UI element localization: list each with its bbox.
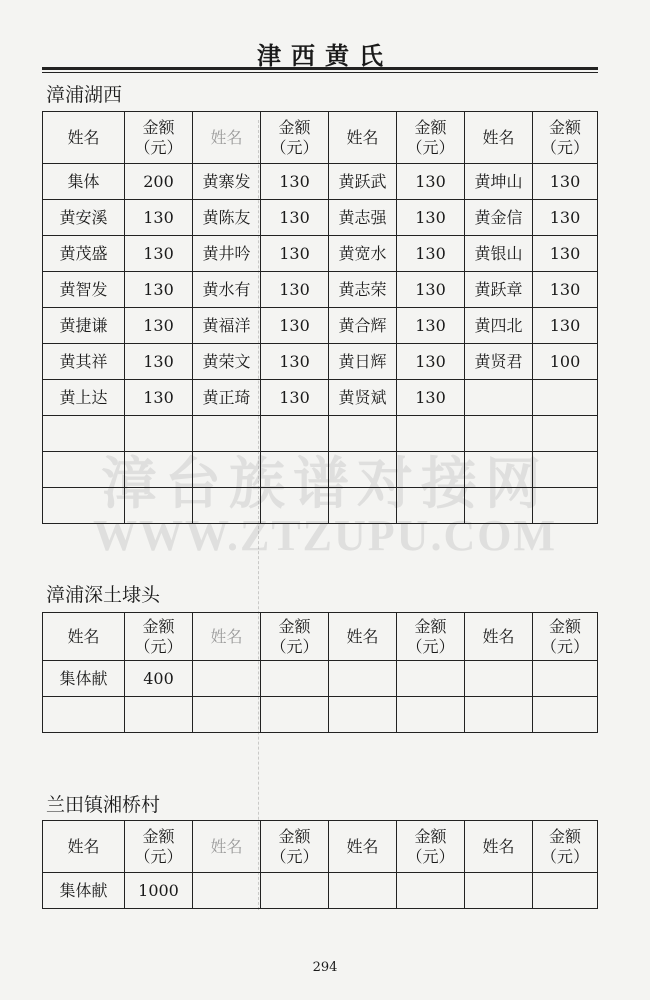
table-row: [43, 873, 598, 909]
header-name: 姓名: [465, 613, 533, 661]
donation-amount-cell: 130: [261, 200, 329, 236]
donation-amount-cell: 130: [397, 272, 465, 308]
donor-name-cell: 黄水有: [193, 272, 261, 308]
donor-name-cell: 集体献: [43, 873, 125, 909]
donation-amount-cell: [125, 697, 193, 733]
donor-name-cell: [465, 488, 533, 524]
donor-name-cell: 黄贤斌: [329, 380, 397, 416]
table-header-row: [43, 613, 598, 661]
header-amount-label: 金额: [142, 616, 175, 636]
donation-amount-cell: 130: [397, 200, 465, 236]
section-title: 漳浦湖西: [46, 84, 123, 106]
header-amount: [261, 613, 329, 661]
header-amount-unit: （元）: [270, 636, 319, 656]
donor-name-cell: 黄跃章: [465, 272, 533, 308]
donor-name-cell: 黄福洋: [193, 308, 261, 344]
header-amount-label: 金额: [414, 826, 447, 846]
donation-amount-cell: 400: [125, 661, 193, 697]
donation-amount-cell: [397, 416, 465, 452]
donation-amount-cell: 130: [397, 236, 465, 272]
table-header-row: [43, 112, 598, 164]
donor-name-cell: 黄金信: [465, 200, 533, 236]
donor-name-cell: 黄日辉: [329, 344, 397, 380]
header-rule-thick: [42, 67, 598, 70]
header-amount: [261, 821, 329, 873]
table-row: [43, 200, 598, 236]
donor-name-cell: [193, 661, 261, 697]
table-header-row: [43, 821, 598, 873]
donor-name-cell: 黄坤山: [465, 164, 533, 200]
donation-amount-cell: [261, 452, 329, 488]
donor-name-cell: 黄智发: [43, 272, 125, 308]
header-name: 姓名: [193, 821, 261, 873]
header-amount: [397, 613, 465, 661]
table-row: [43, 308, 598, 344]
donor-name-cell: 黄茂盛: [43, 236, 125, 272]
donor-name-cell: 黄安溪: [43, 200, 125, 236]
header-name: 姓名: [43, 112, 125, 164]
donor-name-cell: [465, 452, 533, 488]
donor-name-cell: [329, 661, 397, 697]
header-amount-label: 金额: [548, 616, 581, 636]
header-name: 姓名: [465, 112, 533, 164]
page-header-title: 津西黄氏: [257, 41, 393, 70]
table-row: [43, 164, 598, 200]
donor-name-cell: [465, 661, 533, 697]
donation-amount-cell: [261, 488, 329, 524]
header-amount-unit: （元）: [540, 137, 589, 157]
donation-amount-cell: 130: [125, 236, 193, 272]
header-name: 姓名: [193, 613, 261, 661]
header-amount-label: 金额: [414, 117, 447, 137]
table-row: [43, 452, 598, 488]
donation-amount-cell: 130: [397, 308, 465, 344]
header-name: 姓名: [193, 112, 261, 164]
donation-amount-cell: 130: [125, 308, 193, 344]
donor-name-cell: 黄四北: [465, 308, 533, 344]
donation-amount-cell: 130: [533, 236, 598, 272]
header-amount: [533, 613, 598, 661]
donor-name-cell: 黄寨发: [193, 164, 261, 200]
donation-amount-cell: [533, 873, 598, 909]
donation-table: [42, 820, 598, 909]
header-amount-unit: （元）: [406, 846, 455, 866]
donation-amount-cell: 130: [397, 344, 465, 380]
header-amount-unit: （元）: [134, 636, 183, 656]
header-amount: [125, 613, 193, 661]
table-row: [43, 344, 598, 380]
donor-name-cell: 黄志荣: [329, 272, 397, 308]
donation-amount-cell: 130: [533, 272, 598, 308]
header-amount-unit: （元）: [134, 137, 183, 157]
donation-amount-cell: [533, 416, 598, 452]
donation-amount-cell: [261, 697, 329, 733]
header-name: 姓名: [43, 613, 125, 661]
section-title: 兰田镇湘桥村: [46, 794, 161, 816]
donor-name-cell: [329, 697, 397, 733]
donor-name-cell: [193, 488, 261, 524]
donor-name-cell: 黄荣文: [193, 344, 261, 380]
header-amount: [125, 821, 193, 873]
donation-amount-cell: 130: [261, 236, 329, 272]
donation-amount-cell: [533, 380, 598, 416]
header-name: 姓名: [43, 821, 125, 873]
donor-name-cell: 黄跃武: [329, 164, 397, 200]
donor-name-cell: 黄合辉: [329, 308, 397, 344]
donor-name-cell: [329, 488, 397, 524]
donor-name-cell: [193, 452, 261, 488]
donation-amount-cell: [261, 661, 329, 697]
donor-name-cell: 集体献: [43, 661, 125, 697]
header-amount-label: 金额: [278, 117, 311, 137]
donor-name-cell: [329, 452, 397, 488]
donor-name-cell: 黄银山: [465, 236, 533, 272]
header-name: 姓名: [329, 613, 397, 661]
header-amount: [397, 821, 465, 873]
header-name: 姓名: [329, 112, 397, 164]
page-number: 294: [312, 960, 338, 975]
header-amount-unit: （元）: [134, 846, 183, 866]
donation-amount-cell: 130: [261, 344, 329, 380]
donation-amount-cell: 130: [125, 380, 193, 416]
donation-amount-cell: 130: [397, 380, 465, 416]
header-amount-unit: （元）: [540, 636, 589, 656]
header-amount-label: 金额: [142, 826, 175, 846]
donor-name-cell: 黄其祥: [43, 344, 125, 380]
header-amount-unit: （元）: [270, 846, 319, 866]
donor-name-cell: [193, 873, 261, 909]
donation-amount-cell: 130: [533, 308, 598, 344]
donation-amount-cell: [125, 488, 193, 524]
header-rule-thin: [42, 72, 598, 73]
table-row: [43, 488, 598, 524]
donation-amount-cell: 130: [125, 200, 193, 236]
donation-table: [42, 612, 598, 733]
watermark-url: WWW.ZTZUPU.COM: [93, 511, 557, 560]
donation-amount-cell: [261, 873, 329, 909]
donor-name-cell: [43, 488, 125, 524]
donation-amount-cell: [125, 416, 193, 452]
header-amount: [397, 112, 465, 164]
donation-amount-cell: [397, 661, 465, 697]
donor-name-cell: 黄贤君: [465, 344, 533, 380]
table-row: [43, 697, 598, 733]
donation-amount-cell: 130: [397, 164, 465, 200]
header-amount: [533, 112, 598, 164]
donation-amount-cell: [397, 873, 465, 909]
donor-name-cell: [43, 697, 125, 733]
watermark-chinese: 漳台族谱对接网: [101, 451, 549, 517]
donor-name-cell: 集体: [43, 164, 125, 200]
header-amount: [261, 112, 329, 164]
donor-name-cell: [465, 697, 533, 733]
donation-amount-cell: [397, 452, 465, 488]
donation-amount-cell: 130: [533, 164, 598, 200]
section-title: 漳浦深土埭头: [46, 584, 161, 606]
donation-amount-cell: 1000: [125, 873, 193, 909]
donation-amount-cell: [125, 452, 193, 488]
donor-name-cell: 黄捷谦: [43, 308, 125, 344]
table-row: [43, 272, 598, 308]
table-row: [43, 236, 598, 272]
header-amount-unit: （元）: [270, 137, 319, 157]
donation-amount-cell: [533, 452, 598, 488]
donor-name-cell: 黄宽水: [329, 236, 397, 272]
donation-amount-cell: 200: [125, 164, 193, 200]
donation-amount-cell: 130: [261, 272, 329, 308]
header-amount: [125, 112, 193, 164]
donor-name-cell: [465, 416, 533, 452]
header-amount-unit: （元）: [540, 846, 589, 866]
donation-amount-cell: [397, 488, 465, 524]
header-amount-label: 金额: [278, 826, 311, 846]
header-amount: [533, 821, 598, 873]
donation-amount-cell: [261, 416, 329, 452]
header-amount-unit: （元）: [406, 636, 455, 656]
header-amount-label: 金额: [414, 616, 447, 636]
donation-amount-cell: 100: [533, 344, 598, 380]
header-amount-label: 金额: [278, 616, 311, 636]
table-row: [43, 380, 598, 416]
header-amount-label: 金额: [548, 117, 581, 137]
donor-name-cell: 黄上达: [43, 380, 125, 416]
table-row: [43, 661, 598, 697]
donation-amount-cell: [533, 697, 598, 733]
header-name: 姓名: [329, 821, 397, 873]
donation-amount-cell: 130: [261, 380, 329, 416]
donor-name-cell: [329, 416, 397, 452]
donor-name-cell: 黄陈友: [193, 200, 261, 236]
donor-name-cell: [465, 873, 533, 909]
header-name: 姓名: [465, 821, 533, 873]
donor-name-cell: [329, 873, 397, 909]
header-amount-label: 金额: [548, 826, 581, 846]
donation-amount-cell: 130: [533, 200, 598, 236]
header-amount-unit: （元）: [406, 137, 455, 157]
donation-amount-cell: [397, 697, 465, 733]
donation-amount-cell: 130: [261, 308, 329, 344]
donation-amount-cell: 130: [125, 344, 193, 380]
donor-name-cell: [43, 416, 125, 452]
donor-name-cell: [193, 416, 261, 452]
donation-amount-cell: 130: [125, 272, 193, 308]
donor-name-cell: 黄正琦: [193, 380, 261, 416]
donor-name-cell: [193, 697, 261, 733]
donation-table: [42, 111, 598, 524]
table-row: [43, 416, 598, 452]
donor-name-cell: [465, 380, 533, 416]
donor-name-cell: [43, 452, 125, 488]
donation-amount-cell: [533, 488, 598, 524]
donor-name-cell: 黄井吟: [193, 236, 261, 272]
header-amount-label: 金额: [142, 117, 175, 137]
donation-amount-cell: 130: [261, 164, 329, 200]
donation-amount-cell: [533, 661, 598, 697]
donor-name-cell: 黄志强: [329, 200, 397, 236]
